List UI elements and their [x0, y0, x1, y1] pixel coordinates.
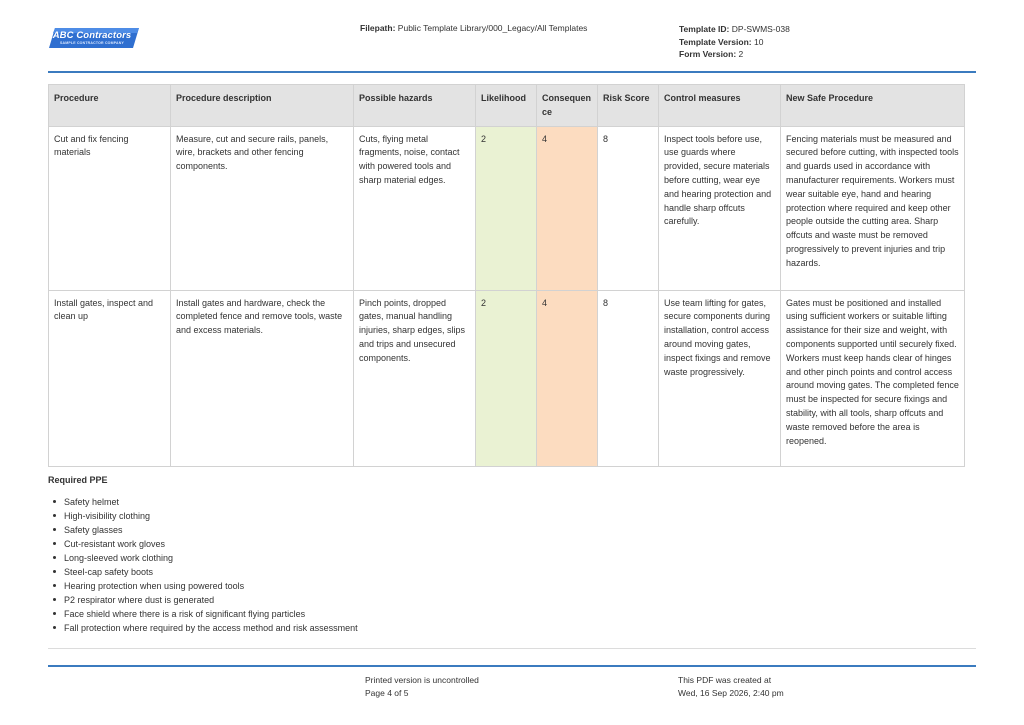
cell-description: Measure, cut and secure rails, panels, wire, brackets and other fencing components. — [171, 126, 354, 290]
header-divider — [48, 71, 976, 73]
table-row — [49, 290, 965, 466]
table-header-row — [49, 85, 965, 127]
header-risk-score: Risk Score — [598, 85, 659, 127]
cell-new-safe-procedure: Gates must be positioned and installed using sufficient workers or suitable lifting assistance for their size and weight, with components supported until securely fixed. Workers must keep hands clear of hinges and other pinch points and control access around moving gates. The completed fence must be inspected for secure fixings and stability, with all tools, sharp offcuts and waste removed before the area is reopened. — [781, 290, 965, 466]
cell-procedure: Install gates, inspect and clean up — [49, 290, 171, 466]
cell-hazards: Pinch points, dropped gates, manual handling injuries, sharp edges, slips and trips and unsecured components. — [354, 290, 476, 466]
footer-divider — [48, 665, 976, 667]
list-item: Safety helmet — [48, 495, 358, 509]
cell-likelihood: 2 — [476, 290, 537, 466]
list-item: Hearing protection when using powered tools — [48, 579, 358, 593]
filepath-label: Filepath: — [360, 23, 396, 33]
header-likelihood: Likelihood — [476, 85, 537, 127]
header-consequence: Consequen ce — [537, 85, 598, 127]
list-item: Steel-cap safety boots — [48, 565, 358, 579]
content-divider — [48, 648, 976, 649]
cell-consequence: 4 — [537, 126, 598, 290]
footer-right — [678, 674, 784, 699]
uncontrolled-notice: Printed version is uncontrolled — [365, 675, 479, 685]
logo-text: ABC Contractors — [52, 30, 132, 41]
table-row — [49, 126, 965, 290]
template-id-value: DP-SWMS-038 — [731, 24, 790, 34]
header-control-measures: Control measures — [659, 85, 781, 127]
header-new-safe-procedure: New Safe Procedure — [781, 85, 965, 127]
template-id — [679, 23, 790, 36]
ppe-title: Required PPE — [48, 475, 108, 485]
cell-likelihood: 2 — [476, 126, 537, 290]
list-item: P2 respirator where dust is generated — [48, 593, 358, 607]
list-item: High-visibility clothing — [48, 509, 358, 523]
list-item: Fall protection where required by the access method and risk assessment — [48, 621, 358, 635]
filepath — [360, 23, 587, 33]
cell-risk-score: 8 — [598, 290, 659, 466]
cell-control-measures: Inspect tools before use, use guards where provided, secure materials before cutting, wear eye and hearing protection and handle sharp offcuts carefully. — [659, 126, 781, 290]
header-possible-hazards: Possible hazards — [354, 85, 476, 127]
header-procedure: Procedure — [49, 85, 171, 127]
form-version — [679, 48, 790, 61]
template-version — [679, 36, 790, 49]
cell-risk-score: 8 — [598, 126, 659, 290]
template-info — [679, 23, 790, 61]
template-version-value: 10 — [753, 36, 764, 47]
procedure-table — [48, 84, 965, 467]
cell-description: Install gates and hardware, check the completed fence and remove tools, waste and excess materials. — [171, 290, 354, 466]
template-version-label: Template Version: — [679, 36, 752, 47]
cell-hazards: Cuts, flying metal fragments, noise, contact with powered tools and sharp material edges. — [354, 126, 476, 290]
form-version-label: Form Version: — [679, 49, 737, 59]
filepath-value: Public Template Library/000_Legacy/All Templates — [397, 23, 588, 33]
cell-new-safe-procedure: Fencing materials must be measured and secured before cutting, with inspected tools and guards used in accordance with manufacturer requirements. Workers must wear suitable eye, hand and hearing protection where required and keep other people outside the cutting area. Sharp offcuts and waste must be removed progressively to prevent injuries and trip hazards. — [781, 126, 965, 290]
logo-subtext: SAMPLE CONTRACTOR COMPANY — [60, 41, 124, 45]
list-item: Face shield where there is a risk of significant flying particles — [48, 607, 358, 621]
page-number: Page 4 of 5 — [365, 687, 409, 698]
cell-procedure: Cut and fix fencing materials — [49, 126, 171, 290]
footer-left — [365, 674, 479, 699]
ppe-list — [48, 495, 358, 635]
header-procedure-description: Procedure description — [171, 85, 354, 127]
template-id-label: Template ID: — [679, 24, 730, 34]
list-item: Long-sleeved work clothing — [48, 551, 358, 565]
company-logo — [49, 27, 139, 49]
cell-control-measures: Use team lifting for gates, secure components during installation, control access around moving gates, inspect fixings and remove waste progressively. — [659, 290, 781, 466]
created-label: This PDF was created at — [678, 675, 772, 685]
list-item: Safety glasses — [48, 523, 358, 537]
cell-consequence: 4 — [537, 290, 598, 466]
list-item: Cut-resistant work gloves — [48, 537, 358, 551]
created-timestamp: Wed, 16 Sep 2026, 2:40 pm — [678, 687, 784, 698]
form-version-value: 2 — [738, 49, 744, 59]
